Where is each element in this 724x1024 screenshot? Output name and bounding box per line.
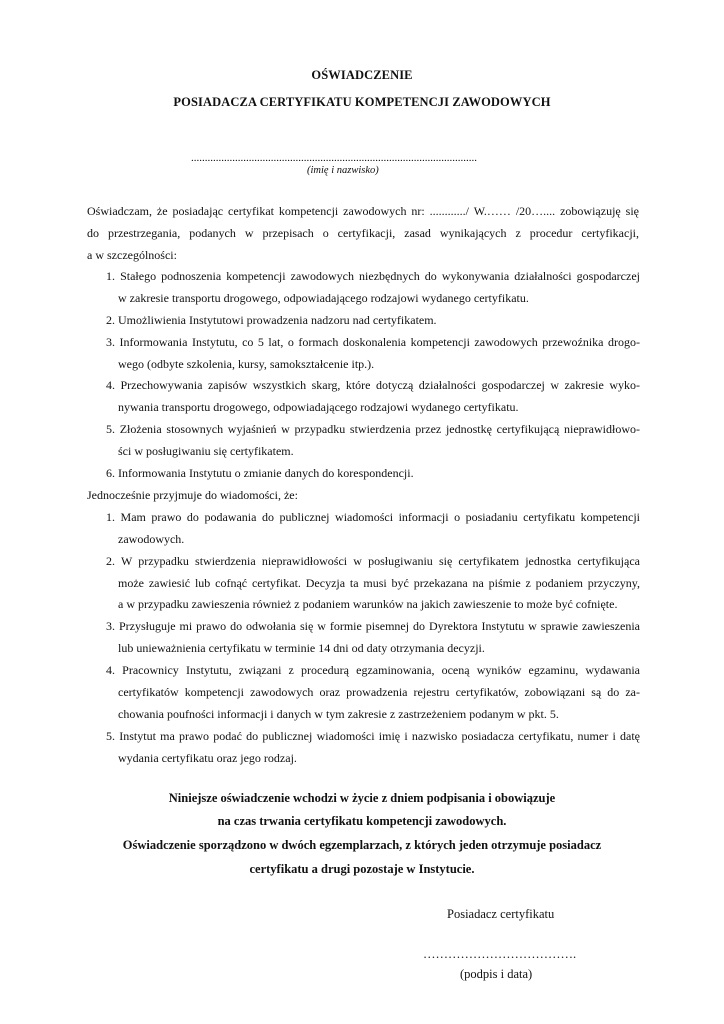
document-title: OŚWIADCZENIE bbox=[311, 68, 413, 82]
obligation-5-line-2: ści w posługiwaniu się certyfikatem. bbox=[118, 444, 294, 458]
closing-line-4: certyfikatu a drugi pozostaje w Instytucie. bbox=[249, 862, 475, 876]
signature-label: Posiadacz certyfikatu bbox=[447, 907, 555, 921]
obligation-6: 6. Informowania Instytutu o zmianie danych do korespondencji. bbox=[106, 466, 414, 480]
ack-4-line-3: chowania poufności informacji i danych w tym zakresie z zastrzeżeniem podanym w pkt. 5. bbox=[118, 707, 559, 721]
obligation-1-line-1: 1. Stałego podnoszenia kompetencji zawodowych niezbędnych do wykonywania działalności gospodarczej bbox=[106, 269, 640, 283]
ack-5-line-2: wydania certyfikatu oraz jego rodzaj. bbox=[118, 751, 297, 765]
obligation-4-line-2: nywania transportu drogowego, odpowiadającego rodzajowi wydanego certyfikatu. bbox=[118, 400, 519, 414]
obligation-5-line-1: 5. Złożenia stosownych wyjaśnień w przypadku stwierdzenia przez jednostkę certyfikującą nieprawidłowo- bbox=[106, 422, 640, 436]
obligation-2: 2. Umożliwienia Instytutowi prowadzenia nadzoru nad certyfikatem. bbox=[106, 313, 437, 327]
signature-dots: ………………………………. bbox=[423, 947, 577, 961]
intro-line-2: do przestrzegania, podanych w przepisach o certyfikacji, zasad wynikających z procedur certyfikacji, bbox=[87, 226, 639, 240]
ack-5-line-1: 5. Instytut ma prawo podać do publicznej wiadomości imię i nazwisko posiadacza certyfikatu, numer i datę bbox=[106, 729, 640, 743]
obligation-3-line-1: 3. Informowania Instytutu, co 5 lat, o formach doskonalenia kompetencji zawodowych przewoźnika drogo- bbox=[106, 335, 640, 349]
name-field-dots: ........................................................................................................ bbox=[191, 152, 477, 164]
intro-line-3: a w szczególności: bbox=[87, 248, 177, 262]
closing-line-2: na czas trwania certyfikatu kompetencji zawodowych. bbox=[217, 814, 507, 828]
obligation-4-line-1: 4. Przechowywania zapisów wszystkich skarg, które dotyczą działalności gospodarczej w zakresie wyko- bbox=[106, 378, 640, 392]
closing-line-1: Niniejsze oświadczenie wchodzi w życie z dniem podpisania i obowiązuje bbox=[168, 791, 556, 805]
ack-1-line-1: 1. Mam prawo do podawania do publicznej wiadomości informacji o posiadaniu certyfikatu kompetencji bbox=[106, 510, 640, 524]
obligation-1-line-2: w zakresie transportu drogowego, odpowiadającego rodzajowi wydanego certyfikatu. bbox=[118, 291, 529, 305]
ack-4-line-1: 4. Pracownicy Instytutu, związani z procedurą egzaminowania, oceną wyników egzaminu, wydawania bbox=[106, 663, 640, 677]
closing-line-3: Oświadczenie sporządzono w dwóch egzemplarzach, z których jeden otrzymuje posiadacz bbox=[122, 838, 602, 852]
obligation-3-line-2: wego (odbyte szkolenia, kursy, samokształcenie itp.). bbox=[118, 357, 375, 371]
ack-2-line-1: 2. W przypadku stwierdzenia nieprawidłowości w posługiwaniu się certyfikatem jednostka certyfikująca bbox=[106, 554, 640, 568]
ack-3-line-1: 3. Przysługuje mi prawo do odwołania się w formie pisemnej do Dyrektora Instytutu w sprawie zawieszenia bbox=[106, 619, 640, 633]
ack-2-line-2: może zawiesić lub cofnąć certyfikat. Decyzja ta musi być przekazana na piśmie z podaniem przyczyny, bbox=[118, 576, 640, 590]
name-field-caption: (imię i nazwisko) bbox=[307, 165, 379, 176]
acknowledge-intro: Jednocześnie przyjmuje do wiadomości, że: bbox=[87, 488, 298, 502]
ack-2-line-3: a w przypadku zawieszenia również z podaniem warunków na jakich zawieszenie to może być cofnięte. bbox=[118, 597, 618, 611]
ack-1-line-2: zawodowych. bbox=[118, 532, 185, 546]
intro-line-1: Oświadczam, że posiadając certyfikat kompetencji zawodowych nr: ............/ W.…… /20….... zobowiązuję się bbox=[87, 204, 639, 218]
signature-caption: (podpis i data) bbox=[460, 967, 533, 981]
document-subtitle: POSIADACZA CERTYFIKATU KOMPETENCJI ZAWODOWYCH bbox=[173, 95, 551, 109]
ack-4-line-2: certyfikatów kompetencji zawodowych oraz prowadzenia rejestru certyfikatów, zobowiązani są do za- bbox=[118, 685, 640, 699]
ack-3-line-2: lub unieważnienia certyfikatu w terminie 14 dni od daty otrzymania decyzji. bbox=[118, 641, 485, 655]
